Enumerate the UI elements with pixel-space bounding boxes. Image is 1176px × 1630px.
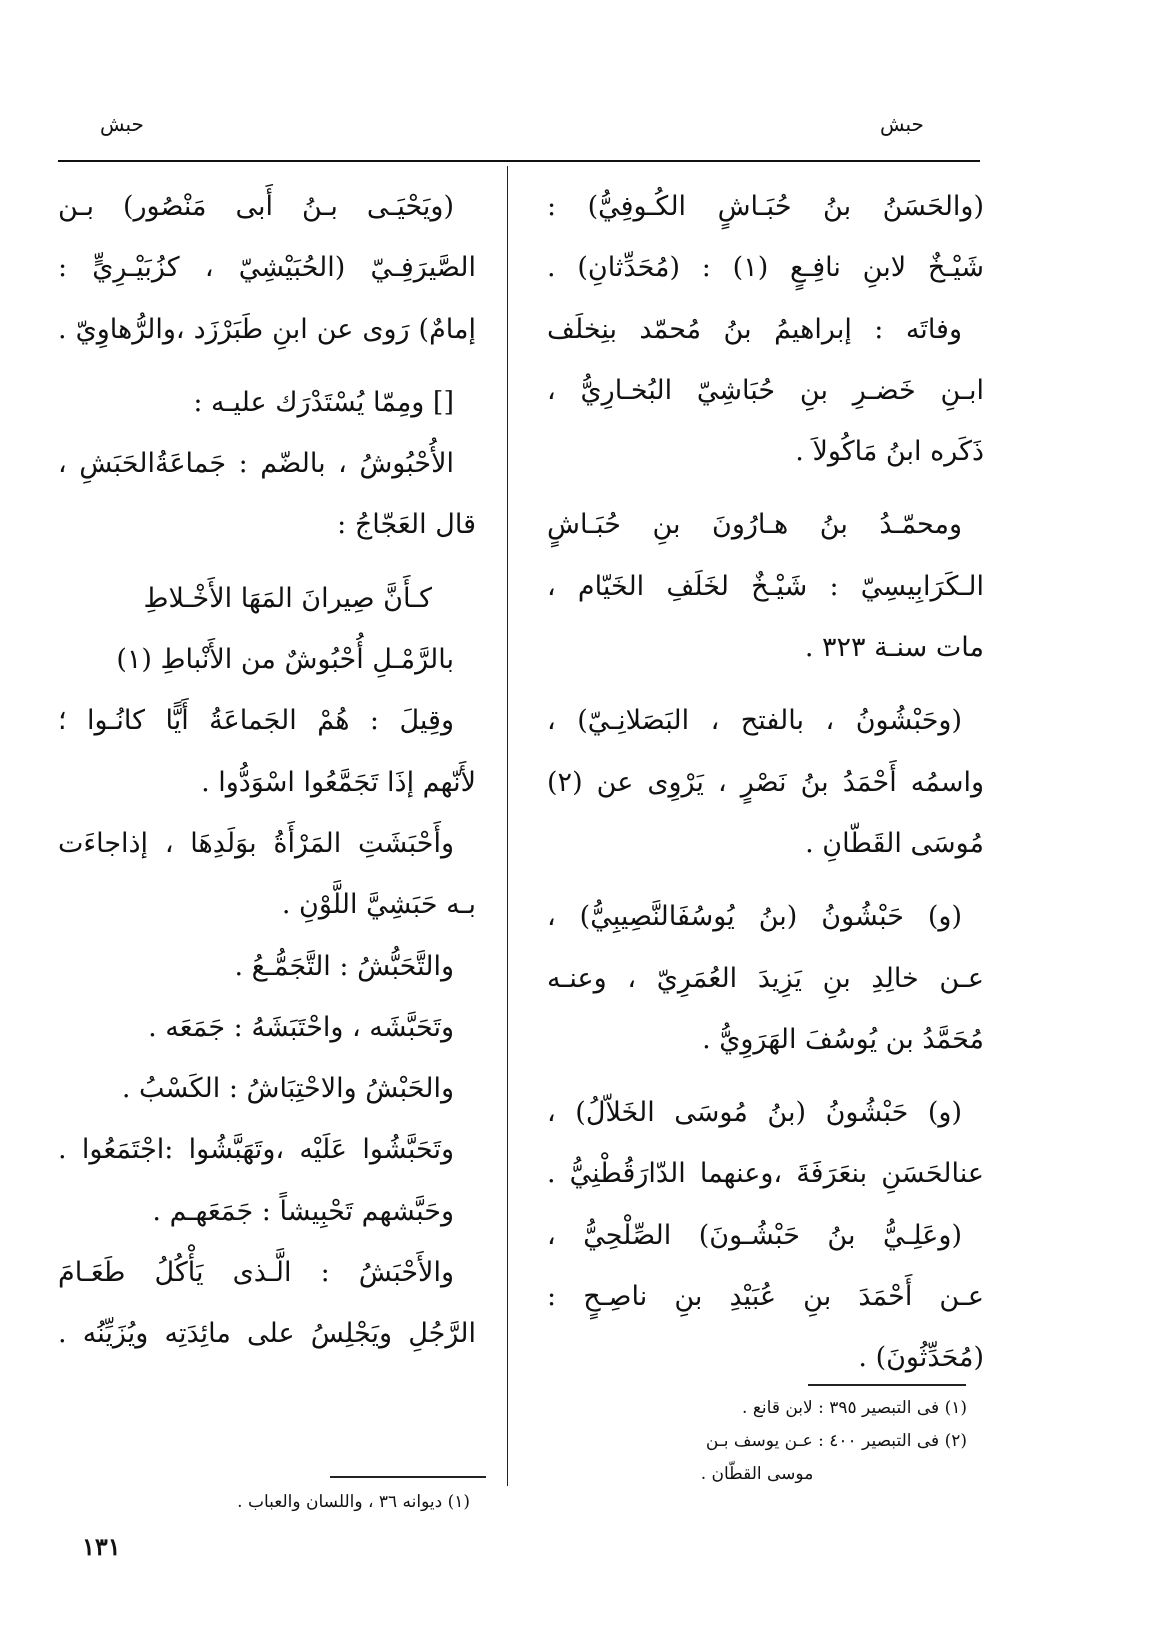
footnote: (١) فى التبصير ٣٩٥ : لابن قانع . bbox=[742, 1398, 967, 1418]
text-line: (و) حَبْشُونُ (بنُ يُوسُفَالنَّصِيبِيُّ) ، bbox=[547, 901, 962, 933]
text-line: (وحَبْشُونُ ، بالفتح ، البَصَلانِـيّ) ، bbox=[547, 705, 962, 737]
text-line: ذَكَره ابنُ مَاكُولاَ . bbox=[795, 436, 984, 468]
text-line: ابـنِ خَضـرِ بنِ حُبَاشِيّ البُخـارِيُّ ، bbox=[547, 374, 984, 406]
text-line: ومحمّـدُ بنُ هـارُونَ بنِ حُبَـاشٍ bbox=[547, 509, 962, 541]
text-line: وتَحَبَّشُوا عَلَيْه ،وتَهَبَّشُوا :اجْتَمَعُوا . bbox=[58, 1134, 454, 1166]
text-line: واسمُه أَحْمَدُ بنُ نَصْرٍ ، يَرْوِى عن (٢) bbox=[547, 766, 984, 798]
text-line: شَيْـخٌ لابنِ نافِـعٍ (١) : (مُحَدِّثانِ) . bbox=[547, 252, 984, 284]
footnote: موسى القطّان . bbox=[700, 1464, 814, 1484]
text-line: بـه حَبَشِيَّ اللَّوْنِ . bbox=[281, 889, 476, 921]
text-line: وفاتَه : إبراهيمُ بنُ مُحمّد بنِخلَف bbox=[547, 313, 962, 345]
footnote-rule-left bbox=[330, 1476, 486, 1478]
text-line: (ويَحْيَـى بـنُ أَبى مَنْصُور) بـن bbox=[58, 191, 454, 222]
footnote: (٢) فى التبصير ٤٠٠ : عـن يوسف بـن bbox=[705, 1431, 967, 1451]
text-line: وأَحْبَشَتِ المَرْأَةُ بوَلَدِهَا ، إذاجاءَت bbox=[58, 827, 454, 859]
text-line: الصَّيرَفِـيّ (الحُبَيْشِيّ ، كزُبَيْـرِيٍّ : bbox=[58, 252, 476, 284]
text-line: إمامٌ) رَوى عن ابنِ طَبَرْزَد ،والرُّهاوِيّ . bbox=[58, 313, 476, 345]
verse-line: كـأَنَّ صِيرانَ المَهَا الأَخْـلاطِ bbox=[143, 582, 432, 614]
text-line: الأُحْبُوشُ ، بالضّم : جَماعَةُالحَبَشِ ، bbox=[58, 448, 454, 480]
column-separator bbox=[507, 166, 508, 1486]
text-line: (وعَلِـيُّ بنُ حَبْشُـونَ) الصِّلْحِيُّ ، bbox=[547, 1219, 962, 1251]
left-column bbox=[58, 176, 476, 1365]
text-line: وحَبَّشهم تَحْبِيشاً : جَمَعَهـم . bbox=[152, 1195, 454, 1227]
text-line: وقِيلَ : هُمْ الجَماعَةُ أَيًّا كانُـوا ؛ bbox=[58, 705, 454, 737]
running-header-left: حبش bbox=[100, 112, 144, 136]
text-line: [] ومِمّا يُسْتَدْرَك عليـه : bbox=[193, 386, 454, 418]
text-line: (والحَسَنُ بنُ حُبَـاشٍ الكُـوفِيُّ) : bbox=[547, 191, 984, 222]
text-line: الـكَرَابِيسِيّ : شَيْـخٌ لخَلَفِ الخَيّام ، bbox=[547, 570, 984, 602]
text-line: (مُحَدِّثُونَ) . bbox=[858, 1342, 984, 1374]
footnotes-left bbox=[150, 1486, 470, 1519]
text-line: وتَحَبَّشَه ، واحْتَبَشَهُ : جَمَعَه . bbox=[148, 1011, 454, 1043]
text-line: عنالحَسَنِ بنعَرَفَةَ ،وعنهما الدّارَقُطْنِيُّ . bbox=[547, 1158, 984, 1190]
running-header-right: حبش bbox=[880, 112, 924, 136]
text-line: قال العَجّاجُ : bbox=[337, 509, 476, 541]
text-line: مُحَمَّدُ بن يُوسُفَ الهَرَوِيُّ . bbox=[702, 1023, 984, 1055]
text-line: والحَبْشُ والاحْتِبَاشُ : الكَسْبُ . bbox=[121, 1073, 454, 1105]
footnote-rule-right bbox=[808, 1384, 966, 1386]
text-line: الرَّجُلِ ويَجْلِسُ على مائِدَتِه ويُزَيِّنُه . bbox=[58, 1318, 476, 1350]
text-line: والتَّحَبُّشُ : التَّجَمُّـعُ . bbox=[234, 950, 454, 982]
footnote: (١) ديوانه ٣٦ ، واللسان والعباب . bbox=[237, 1492, 470, 1512]
text-line: عـن خالِدِ بنِ يَزِيدَ العُمَرِيّ ، وعنـه bbox=[547, 962, 984, 994]
header-rule bbox=[58, 160, 980, 162]
text-line: مُوسَى القَطّانِ . bbox=[805, 827, 984, 859]
text-line: والأَحْبَشُ : الَّـذى يَأْكُلُ طَعَـامَ bbox=[58, 1257, 454, 1289]
verse-line: بالرَّمْـلِ أُحْبُوشٌ من الأَنْباطِ (١) bbox=[116, 644, 454, 676]
text-line: لأَنّهم إذَا تَجَمَّعُوا اسْوَدُّوا . bbox=[201, 766, 476, 798]
text-line: مات سنـة ٣٢٣ . bbox=[804, 632, 984, 664]
text-line: (و) حَبْشُونُ (بنُ مُوسَى الخَلاّلُ) ، bbox=[547, 1097, 962, 1129]
right-column bbox=[547, 176, 984, 1389]
page-number: ١٣١ bbox=[82, 1532, 121, 1561]
footnotes-right bbox=[547, 1392, 967, 1491]
text-line: عـن أَحْمَدَ بنِ عُبَيْدِ بنِ ناصِـحٍ : bbox=[547, 1281, 984, 1313]
